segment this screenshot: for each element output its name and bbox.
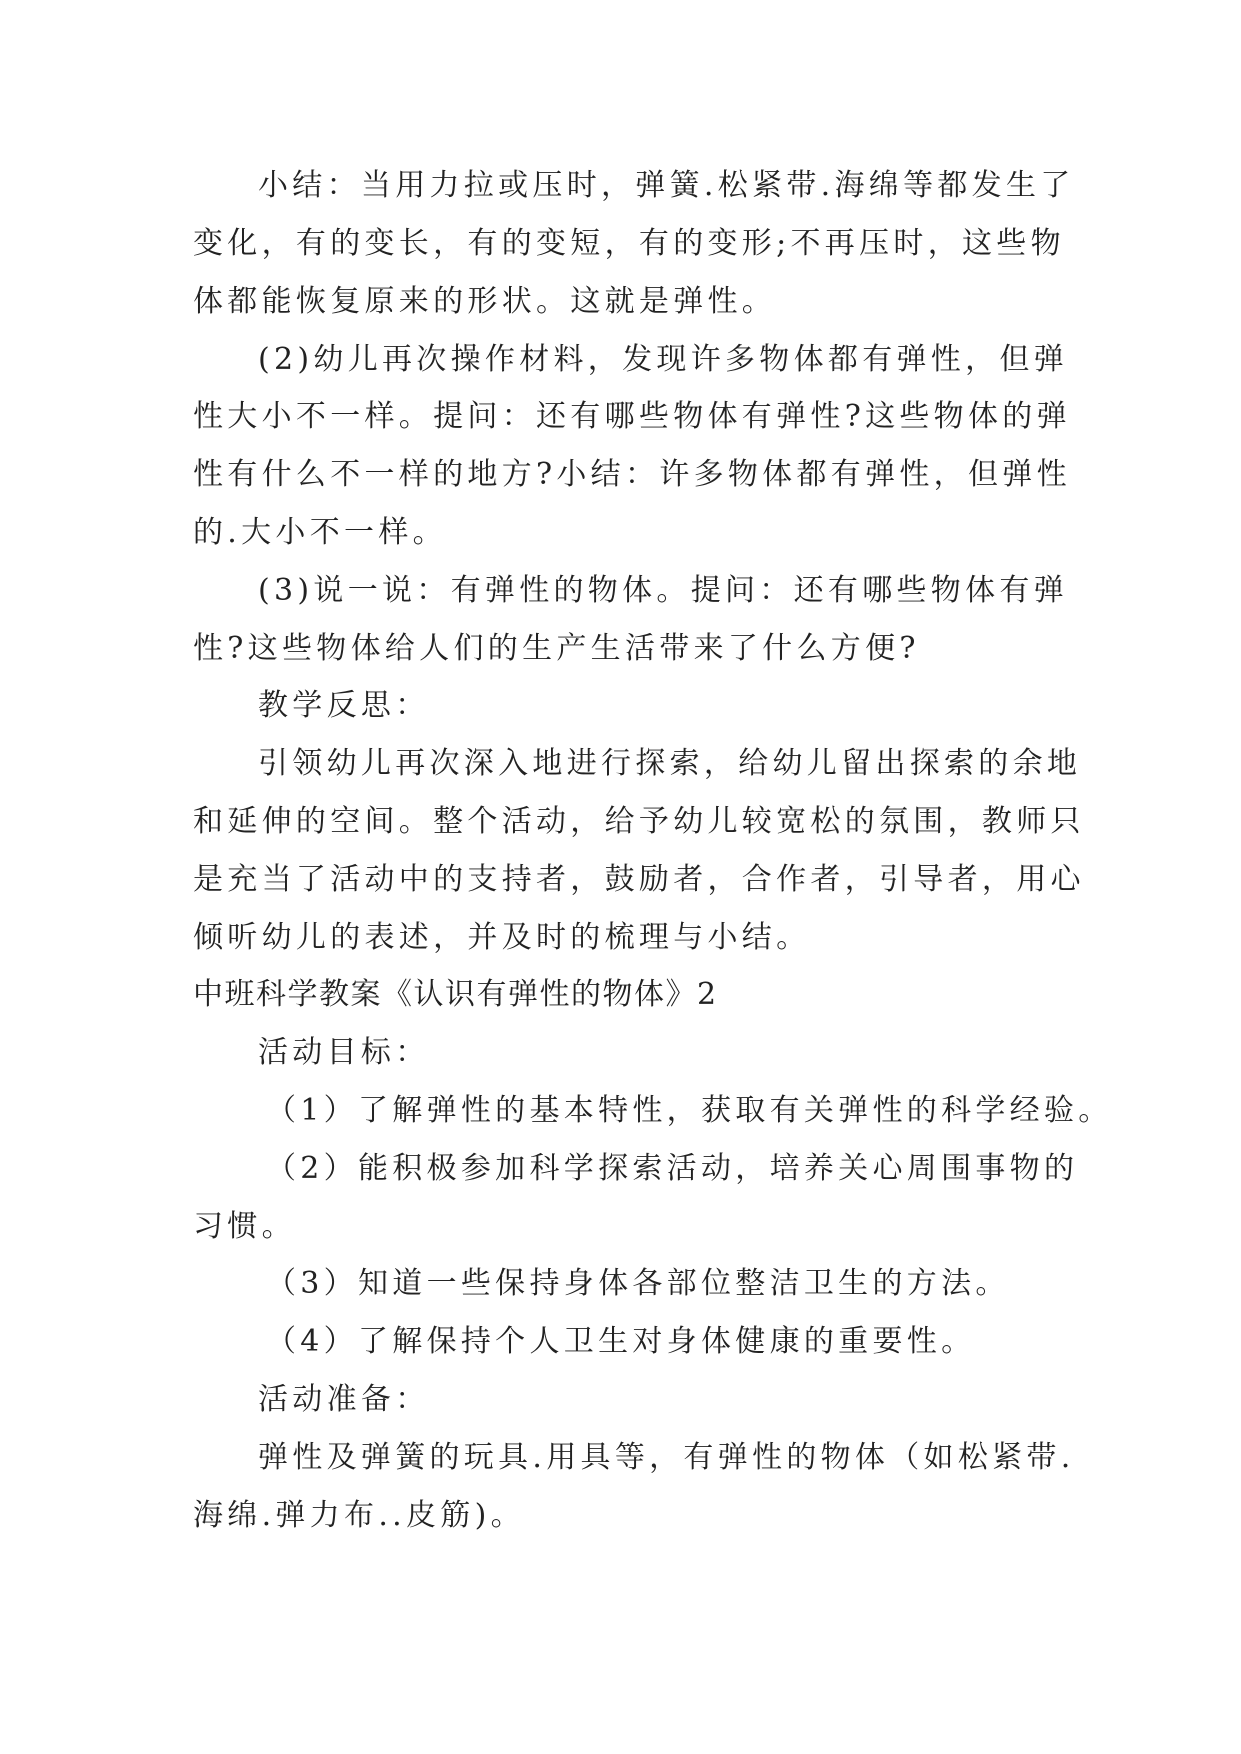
paragraph-line: 弹性及弹簧的玩具.用具等，有弹性的物体（如松紧带. — [258, 1440, 1075, 1475]
list-item: （4）了解保持个人卫生对身体健康的重要性。 — [266, 1324, 976, 1359]
paragraph-line: 小结：当用力拉或压时，弹簧.松紧带.海绵等都发生了 — [258, 168, 1075, 203]
section-label: 活动目标： — [258, 1035, 430, 1070]
list-item: （3）知道一些保持身体各部位整洁卫生的方法。 — [266, 1266, 1010, 1301]
paragraph-line: 性有什么不一样的地方?小结：许多物体都有弹性，但弹性 — [193, 457, 1071, 492]
paragraph-line: 和延伸的空间。整个活动，给予幼儿较宽松的氛围，教师只 — [193, 804, 1085, 839]
paragraph-line: 是充当了活动中的支持者，鼓励者，合作者，引导者，用心 — [193, 862, 1085, 897]
section-label: 教学反思： — [258, 688, 430, 723]
list-item: （1）了解弹性的基本特性，获取有关弹性的科学经验。 — [266, 1093, 1113, 1128]
section-title: 中班科学教案《认识有弹性的物体》2 — [193, 977, 718, 1012]
paragraph-line: 倾听幼儿的表述，并及时的梳理与小结。 — [193, 920, 811, 955]
paragraph-line: 变化，有的变长，有的变短，有的变形;不再压时，这些物 — [193, 226, 1065, 261]
paragraph-line: 的.大小不一样。 — [193, 515, 447, 550]
paragraph-line: 性?这些物体给人们的生产生活带来了什么方便? — [193, 631, 920, 666]
list-item: （2）能积极参加科学探索活动，培养关心周围事物的 — [266, 1151, 1079, 1186]
section-label: 活动准备： — [258, 1382, 430, 1417]
paragraph-line: (3)说一说：有弹性的物体。提问：还有哪些物体有弹 — [258, 573, 1068, 608]
paragraph-line: 体都能恢复原来的形状。这就是弹性。 — [193, 284, 777, 319]
paragraph-line: 海绵.弹力布..皮筋)。 — [193, 1498, 525, 1533]
list-item-continuation: 习惯。 — [193, 1209, 296, 1244]
paragraph-line: (2)幼儿再次操作材料，发现许多物体都有弹性，但弹 — [258, 342, 1068, 377]
paragraph-line: 性大小不一样。提问：还有哪些物体有弹性?这些物体的弹 — [193, 399, 1071, 434]
paragraph-line: 引领幼儿再次深入地进行探索，给幼儿留出探索的余地 — [258, 746, 1082, 781]
